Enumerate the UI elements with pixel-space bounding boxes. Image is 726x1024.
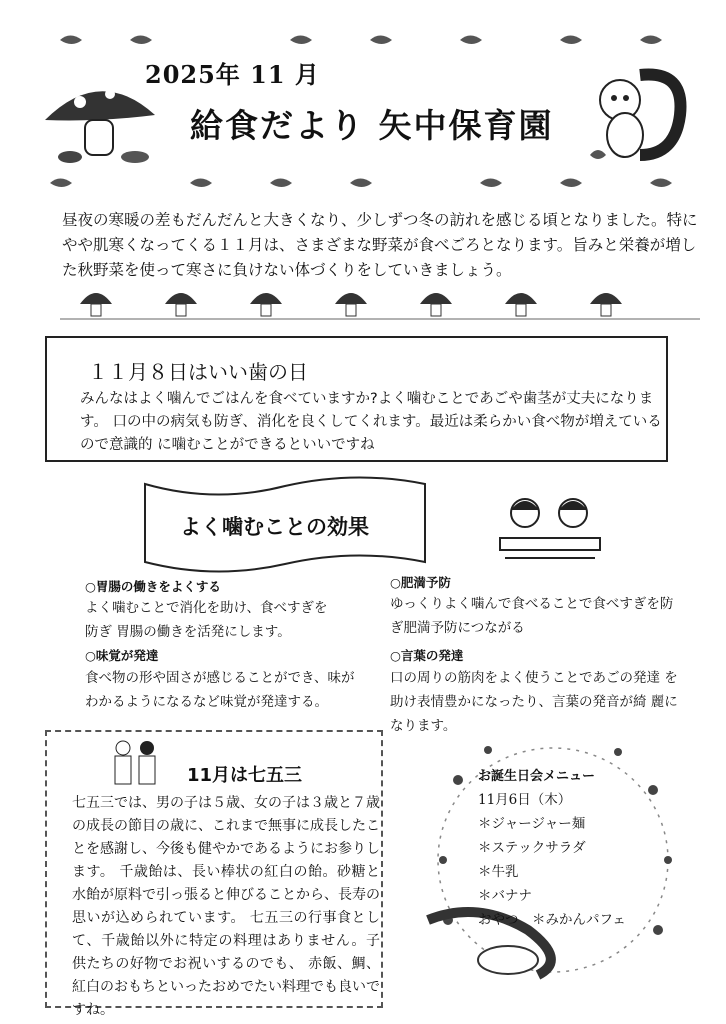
menu-item: ＊ステックサラダ <box>478 840 586 856</box>
leaf-border-header <box>40 173 690 193</box>
leaf-border-top <box>40 30 690 50</box>
intro-paragraph: 昼夜の寒暖の差もだんだんと大きくなり、少しずつ冬の訪れを感じる頃となりました。特にやや肌寒くなってくる１１月は、さまざまな野菜が食べごろとなります。旨みと栄養が増した秋野菜を使って寒さに負けない体づくりをしていきましょう。 <box>62 211 698 279</box>
birthday-menu-title: お誕生日会メニュー <box>478 769 596 784</box>
birthday-menu-list <box>478 788 626 932</box>
issue-date: 2025年 11 月 <box>145 60 320 89</box>
effects-title: よく噛むことの効果 <box>180 515 369 539</box>
kimono-children-icon <box>105 738 165 788</box>
effect-body-taste: 食べ物の形や固さが感じることができ、味がわかるようになるなど味覚が発達する。 <box>85 670 355 710</box>
shichigosan-title: 11月は七五三 <box>187 765 303 786</box>
effect-body-obesity: ゆっくりよく噛んで食べることで食べすぎを防ぎ肥満予防につながる <box>390 596 674 636</box>
effect-body-speech: 口の周りの筋肉をよく使うことであごの発達 を助け表情豊かになったり、言葉の発音が綺 麗になります。 <box>390 670 678 734</box>
effect-head-stomach: ○胃腸の働きをよくする <box>85 579 221 594</box>
menu-item: ＊ジャージャー麺 <box>478 816 586 832</box>
teeth-day-title: １１月８日はいい歯の日 <box>88 360 308 384</box>
page-title: 給食だより 矢中保育園 <box>190 106 554 145</box>
menu-item: ＊バナナ <box>478 888 532 904</box>
teeth-day-body: みんなはよく噛んでごはんを食べていますか?よく噛むことであごや歯茎が丈夫になります。 口の中の病気も防ぎ、消化を良くしてくれます。最近は柔らかい食べ物が増えているので意識的 に噛むことができるといいですね <box>80 391 662 453</box>
mushroom-row-divider <box>60 282 700 322</box>
effect-head-obesity: ○肥満予防 <box>390 575 451 590</box>
effect-head-speech: ○言葉の発達 <box>390 648 464 663</box>
effect-body-stomach: よく噛むことで消化を助け、食べすぎを防ぎ 胃腸の働きを活発にします。 <box>85 600 328 640</box>
birthday-date: 11月6日（木） <box>478 792 572 808</box>
effect-head-taste: ○味覚が発達 <box>85 648 159 663</box>
menu-item: ＊牛乳 <box>478 864 519 880</box>
mushroom-icon <box>40 60 160 170</box>
squirrel-icon <box>580 60 690 170</box>
children-eating-icon <box>495 488 605 568</box>
menu-item: おやつ ＊みかんパフェ <box>478 912 626 928</box>
shichigosan-body: 七五三では、男の子は５歳、女の子は３歳と７歳の成長の節目の歳に、これまで無事に成長したことを感謝し、今後も健やかであるようにお参りします。 千歳飴は、長い棒状の紅白の飴。砂糖と水飴が原料で引っ張ると伸びることから、長寿の思いが込められています。 七五三の行事食として、千歳飴以外に特定の料理はありません。子供たちの好物でお祝いするのでも、 赤飯、鯛、紅白のおもちといったおめでたい料理でも良いですね。 <box>72 795 380 1018</box>
